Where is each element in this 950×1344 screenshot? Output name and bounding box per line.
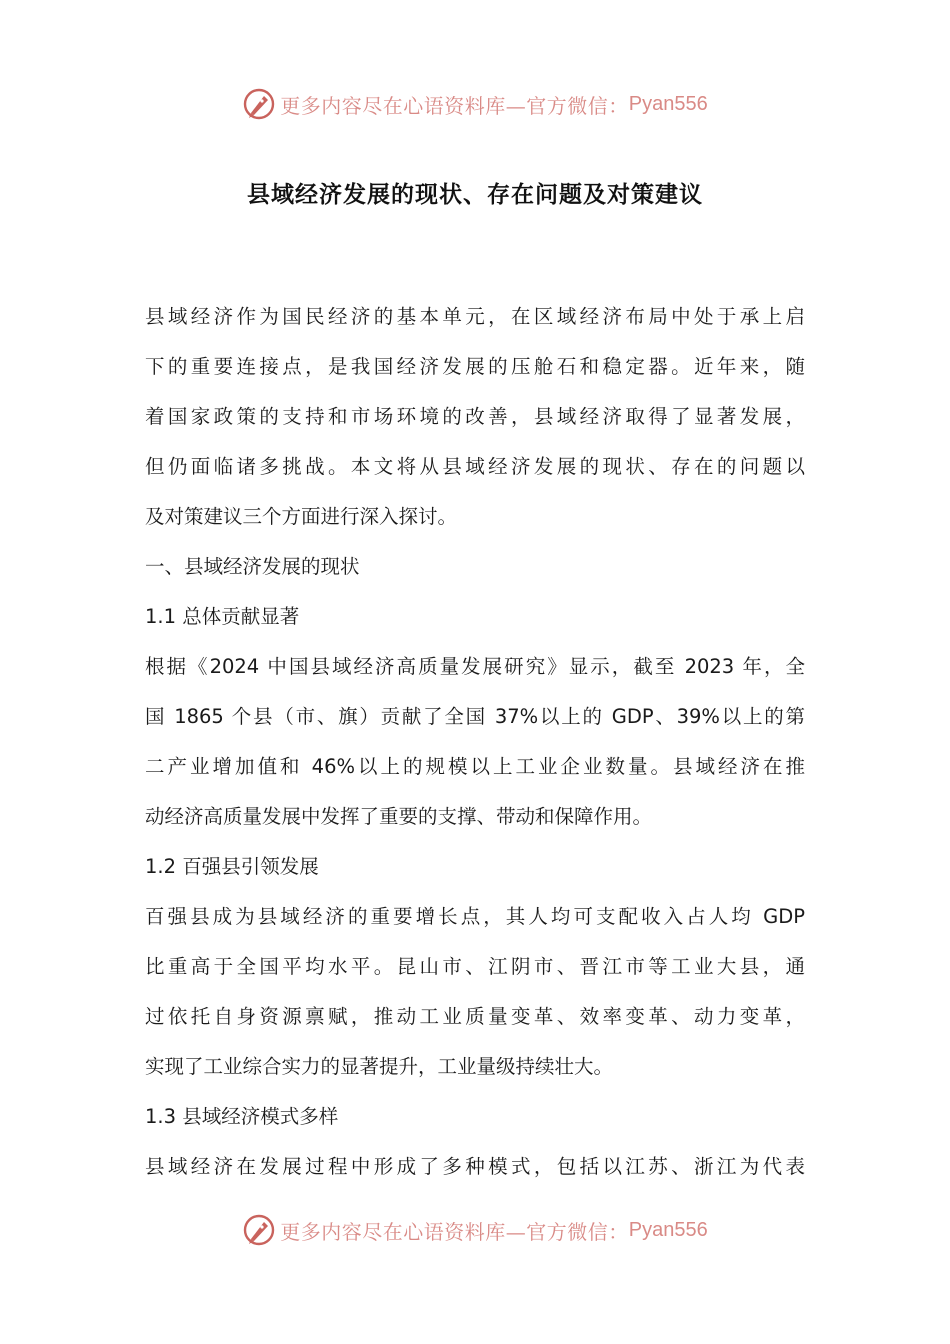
paragraph-line: 百强县成为县域经济的重要增长点，其人均可支配收入占人均 GDP — [145, 905, 805, 928]
pen-nib-circle-icon — [242, 1213, 276, 1247]
paragraph-line: 过依托自身资源禀赋，推动工业质量变革、效率变革、动力变革， — [145, 1005, 805, 1028]
intro-line: 下的重要连接点，是我国经济发展的压舱石和稳定器。近年来，随 — [145, 355, 805, 378]
intro-line: 及对策建议三个方面进行深入探讨。 — [145, 505, 458, 528]
watermark-wechat-id: Pyan556 — [628, 1218, 708, 1241]
document-body — [145, 292, 805, 1192]
subsection-heading: 1.1 总体贡献显著 — [145, 605, 300, 628]
intro-line: 但仍面临诸多挑战。本文将从县域经济发展的现状、存在的问题以 — [145, 455, 805, 478]
watermark-banner-top — [0, 84, 950, 124]
paragraph-line: 动经济高质量发展中发挥了重要的支撑、带动和保障作用。 — [145, 805, 653, 828]
paragraph-line: 实现了工业综合实力的显著提升，工业量级持续壮大。 — [145, 1055, 614, 1078]
watermark-text: 更多内容尽在心语资料库—官方微信： — [280, 93, 629, 118]
paragraph-line: 国 1865 个县（市、旗）贡献了全国 37%以上的 GDP、39%以上的第 — [145, 705, 805, 728]
watermark-text: 更多内容尽在心语资料库—官方微信： — [280, 1219, 629, 1244]
watermark-wechat-id: Pyan556 — [628, 92, 708, 115]
section-heading: 一、县域经济发展的现状 — [145, 555, 360, 578]
watermark-banner-bottom — [0, 1210, 950, 1250]
pen-nib-circle-icon — [242, 87, 276, 121]
paragraph-line: 二产业增加值和 46%以上的规模以上工业企业数量。县域经济在推 — [145, 755, 805, 778]
document-title: 县域经济发展的现状、存在问题及对策建议 — [247, 181, 703, 208]
intro-line: 县域经济作为国民经济的基本单元，在区域经济布局中处于承上启 — [145, 305, 805, 328]
paragraph-line: 根据《2024 中国县域经济高质量发展研究》显示，截至 2023 年，全 — [145, 655, 805, 678]
subsection-heading: 1.3 县域经济模式多样 — [145, 1105, 339, 1128]
paragraph-line: 比重高于全国平均水平。昆山市、江阴市、晋江市等工业大县，通 — [145, 955, 805, 978]
subsection-heading: 1.2 百强县引领发展 — [145, 855, 319, 878]
paragraph-line: 县域经济在发展过程中形成了多种模式，包括以江苏、浙江为代表 — [145, 1155, 805, 1178]
intro-line: 着国家政策的支持和市场环境的改善，县域经济取得了显著发展， — [145, 405, 805, 428]
